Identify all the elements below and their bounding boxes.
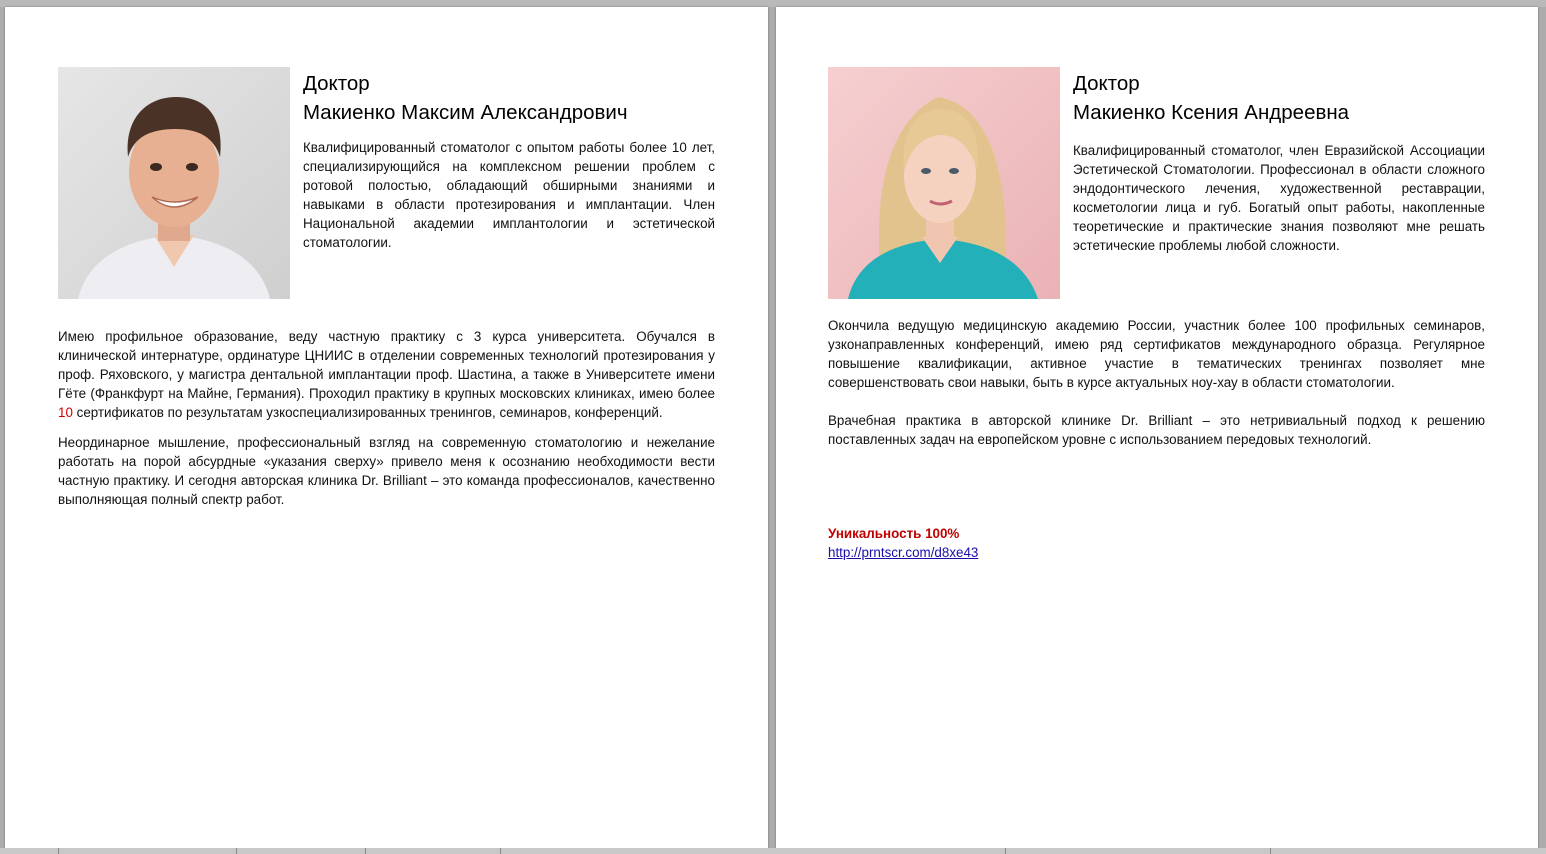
doctor-header-max <box>303 69 715 252</box>
document-page-1 <box>5 7 768 848</box>
doctor-intro: Квалифицированный стоматолог с опытом работы более 10 лет, специализирующийся на комплексном решении проблем с ротовой полостью, обладающий обширными знаниями и навыками в области протезирования и имплантации. Член Национальной академии имплантологии и эстетической стоматологии. <box>303 140 715 250</box>
ruler-tick <box>500 848 501 854</box>
ruler-tick <box>236 848 237 854</box>
doctor-name: Макиенко Ксения Андреевна <box>1073 101 1350 124</box>
uniqueness-block <box>828 524 1485 562</box>
doctor-name: Макиенко Максим Александрович <box>303 101 628 124</box>
man-portrait-icon <box>58 67 290 299</box>
uniqueness-label: Уникальность 100% <box>828 526 960 541</box>
ruler-tick <box>58 848 59 854</box>
screenshot-link[interactable]: http://prntscr.com/d8xe43 <box>828 545 979 560</box>
ruler-tick <box>1270 848 1271 854</box>
window-bottom-strip <box>0 848 1546 854</box>
ruler-tick <box>365 848 366 854</box>
bio-paragraph-1-end: сертификатов по результатам узкоспециализированных тренингов, семинаров, конференций. <box>72 405 663 420</box>
doctor-photo-ksenia <box>828 67 1060 299</box>
doctor-header-ksenia <box>1073 69 1485 255</box>
doctor-title-label: Доктор <box>303 72 370 95</box>
doctor-bio-ksenia <box>828 316 1485 449</box>
document-page-2 <box>776 7 1538 848</box>
bio-paragraph-1-start: Имею профильное образование, веду частную практику с 3 курса университета. Обучался в клинической интернатуре, ординатуре ЦНИИС в отделении современных технологий протезирования у проф. Ряховского, у магистра дентальной имплантации проф. Шастина, а также в Университете имени Гёте (Франкфурт на Майне, Германия). Проходил практику в крупных московских клиниках, имею более <box>58 329 715 401</box>
bio-paragraph-2: Неординарное мышление, профессиональный взгляд на современную стоматологию и нежелание работать на порой абсурдные «указания сверху» привело меня к осознанию необходимости вести частную практику. И сегодня авторская клиника Dr. Brilliant – это команда профессионалов, качественно выполняющая полный спектр работ. <box>58 435 715 507</box>
doctor-photo-max <box>58 67 290 299</box>
certificates-count: 10 <box>58 405 73 420</box>
doctor-intro: Квалифицированный стоматолог, член Евразийской Ассоциации Эстетической Стоматологии. Профессионал в области сложного эндодонтического лечения, художественной реставрации, косметологии лица и губ. Богатый опыт работы, накопленные теоретические и практические знания позволяют мне решать эстетические проблемы любой сложности. <box>1073 143 1485 253</box>
woman-portrait-icon <box>828 67 1060 299</box>
bio-paragraph-1: Окончила ведущую медицинскую академию России, участник более 100 профильных семинаров, узконаправленных конференций, имею ряд сертификатов международного образца. Регулярное повышение квалификации, активное участие в тематических тренингах позволяет мне совершенствовать свои навыки, быть в курсе актуальных ноу-хау в области стоматологии. <box>828 318 1485 390</box>
ruler-tick <box>1005 848 1006 854</box>
doctor-bio-max <box>58 327 715 509</box>
bio-paragraph-2: Врачебная практика в авторской клинике Dr. Brilliant – это нетривиальный подход к решению поставленных задач на европейском уровне с использованием передовых технологий. <box>828 413 1485 447</box>
doctor-title-label: Доктор <box>1073 72 1140 95</box>
window-top-strip <box>0 0 1546 7</box>
bio-paragraph-1 <box>58 327 715 422</box>
